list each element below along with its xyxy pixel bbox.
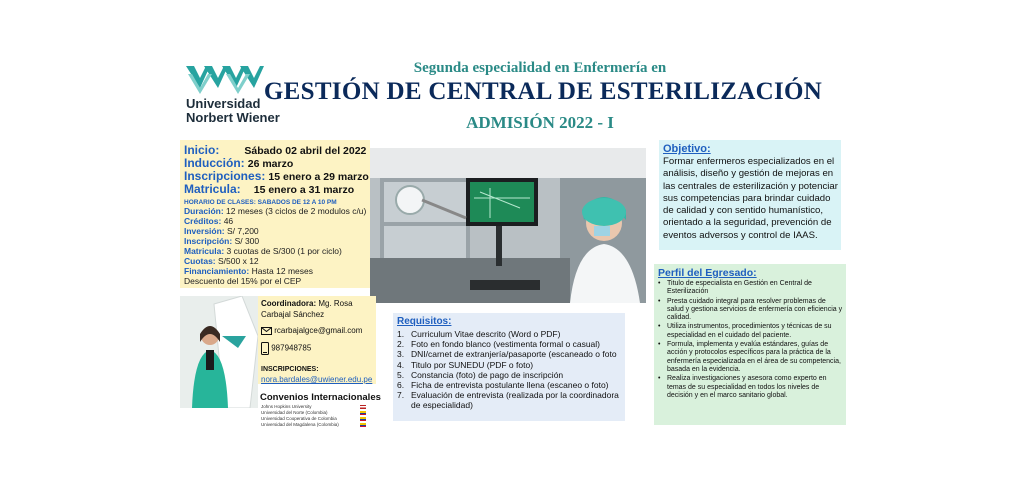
profile-item: • Titulo de especialista en Gestión en Central de Esterilización: [658, 280, 812, 296]
inscriptions-row: Inscripciones: 15 enero a 29 marzo: [184, 169, 369, 183]
phone-icon: [261, 342, 269, 355]
enrollment-row: Matricula: 15 enero a 31 marzo: [184, 182, 355, 196]
requirement-item: 6. Ficha de entrevista postulante llena (escaneo o foto): [397, 380, 609, 391]
graduate-profile-title: Perfil del Egresado:: [658, 267, 757, 279]
program-subtitle: Segunda especialidad en Enfermería en: [413, 60, 667, 76]
schedule-info-box: [180, 140, 370, 288]
flag-colombia-icon: [360, 417, 366, 421]
university-name-line1: Universidad: [186, 96, 261, 111]
duration-row: Duración: 12 meses (3 ciclos de 2 modulos c/u): [184, 206, 367, 216]
induction-row: Inducción: 26 marzo: [184, 156, 294, 170]
graduate-profile-list: [658, 280, 844, 401]
inscriptions-email[interactable]: nora.bardales@uwiener.edu.pe: [261, 375, 373, 384]
agreement-item: Universidad del Norte (Colombia): [258, 410, 368, 416]
envelope-icon: [261, 327, 272, 335]
requirement-item: 2. Foto en fondo blanco (vestimenta formal o casual): [397, 339, 600, 350]
admission-period: ADMISIÓN 2022 - I: [466, 113, 614, 132]
agreements-list: [258, 404, 368, 428]
inscription-fee-row: Inscripción: S/ 300: [184, 236, 260, 246]
profile-item: • Formula, implementa y evalúa estándares, guías de acción y protocolos específicos para la práctica de la enfermería especializada en el área de su competencia, basada en la evidencia.: [658, 341, 841, 373]
credits-row: Créditos: 46: [184, 216, 234, 226]
agreement-item: Johns Hopkins University: [258, 404, 368, 410]
coordinator-email-row: [261, 326, 362, 335]
requirement-item: 1. Curriculum Vitae descrito (Word o PDF): [397, 329, 561, 339]
sterilization-lab-photo: [370, 148, 646, 303]
requirement-item: 5. Constancia (foto) de pago de inscripción: [397, 369, 564, 380]
requirement-item: 3. DNI/carnet de extranjería/pasaporte (escaneado o foto: [397, 349, 617, 360]
agreements-title: Convenios Internacionales: [260, 392, 381, 403]
profile-item: • Realiza investigaciones y asesora como experto en temas de su especialidad en todos los niveles de decisión y en el marco sanitario global.: [658, 375, 827, 399]
coordinator-email[interactable]: rcarbajalgce@gmail.com: [274, 326, 363, 335]
investment-row: Inversión: S/ 7,200: [184, 226, 259, 236]
agreement-item: Universidad Cooperativa de Colombia: [258, 416, 368, 422]
class-schedule: HORARIO DE CLASES: SABADOS DE 12 A 10 PM: [184, 199, 337, 206]
installments-row: Cuotas: S/500 x 12: [184, 256, 259, 266]
coordinator-box: [258, 296, 376, 384]
enrollment-fee-row: Matricula: 3 cuotas de S/300 (1 por ciclo): [184, 246, 342, 256]
requirements-box: [393, 313, 625, 421]
requirement-item: 7. Evaluación de entrevista (realizada por la coordinadora de especialidad): [397, 390, 619, 411]
program-title: GESTIÓN DE CENTRAL DE ESTERILIZACIÓN: [263, 78, 823, 105]
profile-item: • Utiliza instrumentos, procedimientos y técnicas de su especialidad en el cuidado del paciente.: [658, 323, 832, 339]
discount-note: Descuento del 15% por el CEP: [184, 276, 302, 286]
requirement-item: 4. Titulo por SUNEDU (PDF o foto): [397, 359, 534, 370]
objective-text: Formar enfermeros especializados en el análisis, diseño y gestión de mejoras en las centrales de esterilización y potenciar sus competencias para brindar cuidado de calidad y con sentido humanístico, orientado a la seguridad, prevención de eventos adversos y control de IAAS.: [663, 156, 838, 241]
inscriptions-label: INSCRIPCIONES:: [261, 366, 319, 373]
coordinator-info: Coordinadora: Mg. Rosa Carbajal Sánchez: [261, 299, 353, 319]
profile-item: • Presta cuidado integral para resolver problemas de salud y gestiona servicios de enfermería con eficiencia y calidad.: [658, 297, 843, 322]
graduate-profile-box: [654, 264, 846, 425]
requirements-title: Requisitos:: [397, 316, 452, 327]
requirements-list: [397, 329, 623, 411]
objective-title: Objetivo:: [663, 143, 711, 155]
financing-row: Financiamiento: Hasta 12 meses: [184, 266, 313, 276]
agreement-item: Universidad del Magdalena (Colombia): [258, 422, 368, 428]
flag-usa-icon: [360, 405, 366, 409]
university-name-line2: Norbert Wiener: [186, 110, 280, 125]
coordinator-photo: [180, 296, 258, 408]
coordinator-phone[interactable]: 987948785: [271, 343, 312, 353]
flag-colombia-icon: [360, 423, 366, 427]
objective-box: [659, 140, 841, 250]
coordinator-phone-row: [261, 342, 311, 355]
flag-colombia-icon: [360, 411, 366, 415]
start-date-row: Inicio: Sábado 02 abril del 2022: [184, 143, 367, 157]
